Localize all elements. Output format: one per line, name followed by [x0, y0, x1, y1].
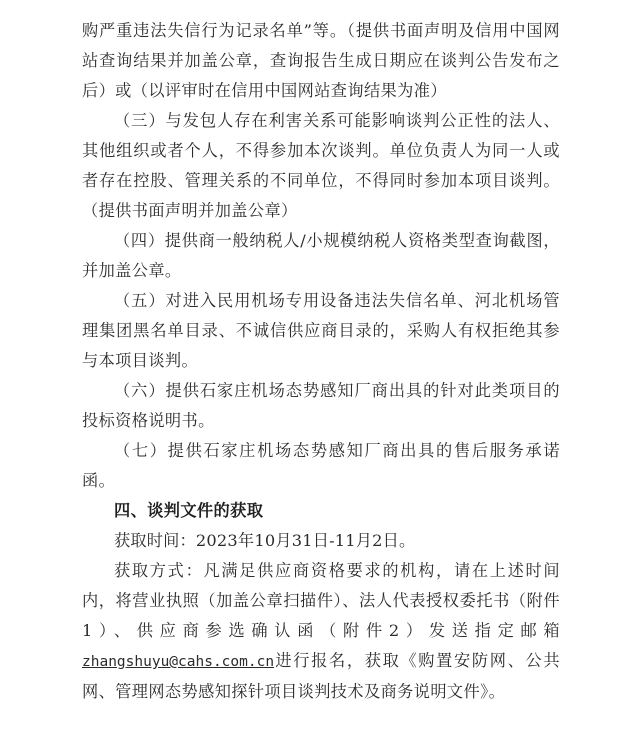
paragraph-item-6: （六）提供石家庄机场态势感知厂商出具的针对此类项目的投标资格说明书。 — [82, 381, 560, 430]
paragraph-item-5: （五）对进入民用机场专用设备违法失信名单、河北机场管理集团黑名单目录、不诚信供应商目录的，采购人有权拒绝其参与本项目谈判。 — [82, 291, 560, 370]
email-link[interactable]: zhangshuyu@cahs.com.cn — [82, 654, 275, 670]
paragraph-acquire-method — [82, 556, 560, 707]
paragraph-item-4: （四）提供商一般纳税人/小规模纳税人资格类型查询截图，并加盖公章。 — [82, 231, 560, 280]
acquire-method-text: 获取方式：凡满足供应商资格要求的机构，请在上述时间内，将营业执照（加盖公章扫描件）、法人代表授权委托书（附件1）、供应商参选确认函（附件2）发送指定邮箱 — [82, 561, 560, 640]
acquire-method-tail: 进行报名，获取《购置安防网、公共网、管理网态势感知探针项目谈判技术及商务说明文件》。 — [82, 651, 560, 701]
document-body — [82, 16, 560, 707]
paragraph-acquire-time: 获取时间：2023年10月31日-11月2日。 — [114, 531, 416, 550]
paragraph-item-7: （七）提供石家庄机场态势感知厂商出具的售后服务承诺函。 — [82, 441, 560, 490]
paragraph-continuation: 购严重违法失信行为记录名单”等。（提供书面声明及信用中国网站查询结果并加盖公章，查询报告生成日期应在谈判公告发布之后）或（以评审时在信用中国网站查询结果为准） — [82, 21, 560, 100]
section-heading-4: 四、谈判文件的获取 — [114, 501, 264, 520]
paragraph-item-3: （三）与发包人存在利害关系可能影响谈判公正性的法人、其他组织或者个人，不得参加本次谈判。单位负责人为同一人或者存在控股、管理关系的不同单位，不得同时参加本项目谈判。（提供书面声明并加盖公章） — [82, 111, 560, 220]
